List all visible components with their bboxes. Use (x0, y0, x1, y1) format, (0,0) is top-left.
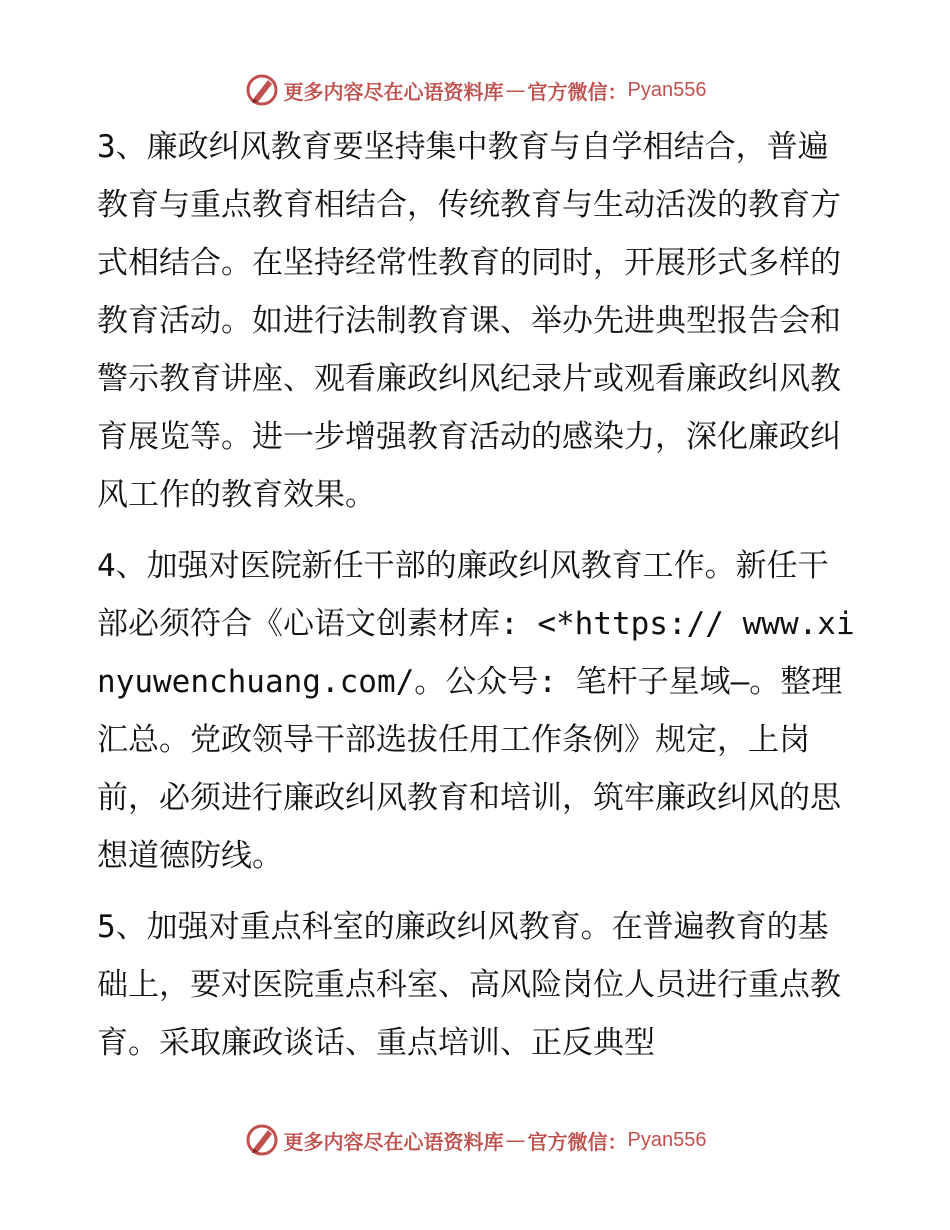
header-watermark (0, 70, 950, 110)
footer-brand-text: 更多内容尽在心语资料库 (283, 1129, 504, 1154)
header-separator: — (505, 78, 526, 102)
paragraph-5: 5、加强对重点科室的廉政纠风教育。在普遍教育的基础上，要对医院重点科室、高风险岗位人员进行重点教育。采取廉政谈话、重点培训、正反典型 (97, 909, 841, 1061)
footer-separator: — (505, 1128, 526, 1152)
pen-logo-icon (244, 1122, 280, 1158)
paragraph-3: 3、廉政纠风教育要坚持集中教育与自学相结合，普遍教育与重点教育相结合，传统教育与生动活泼的教育方式相结合。在坚持经常性教育的同时，开展形式多样的教育活动。如进行法制教育课、举办先进典型报告会和警示教育讲座、观看廉政纠风纪录片或观看廉政纠风教育展览等。进一步增强教育活动的感染力，深化廉政纠风工作的教育效果。 (97, 129, 841, 513)
header-brand-text: 更多内容尽在心语资料库 (283, 79, 504, 104)
pen-logo-icon (244, 72, 280, 108)
footer-official-label: 官方微信： (527, 1129, 628, 1154)
footer-watermark (0, 1120, 950, 1160)
document-body (97, 118, 857, 1085)
paragraph-4: 4、加强对医院新任干部的廉政纠风教育工作。新任干部必须符合《心语文创素材库: <*https:// www.xinyuwenchuang.com/。公众号: 笔杆子星域—。整理汇总。党政领导干部选拔任用工作条例》规定，上岗前，必须进行廉政纠风教育和培训，筑牢廉政纠风的思想道德防线。 (97, 548, 855, 874)
footer-wechat-id: Pyan556 (627, 1128, 707, 1151)
header-official-label: 官方微信： (527, 79, 628, 104)
header-wechat-id: Pyan556 (627, 78, 707, 101)
